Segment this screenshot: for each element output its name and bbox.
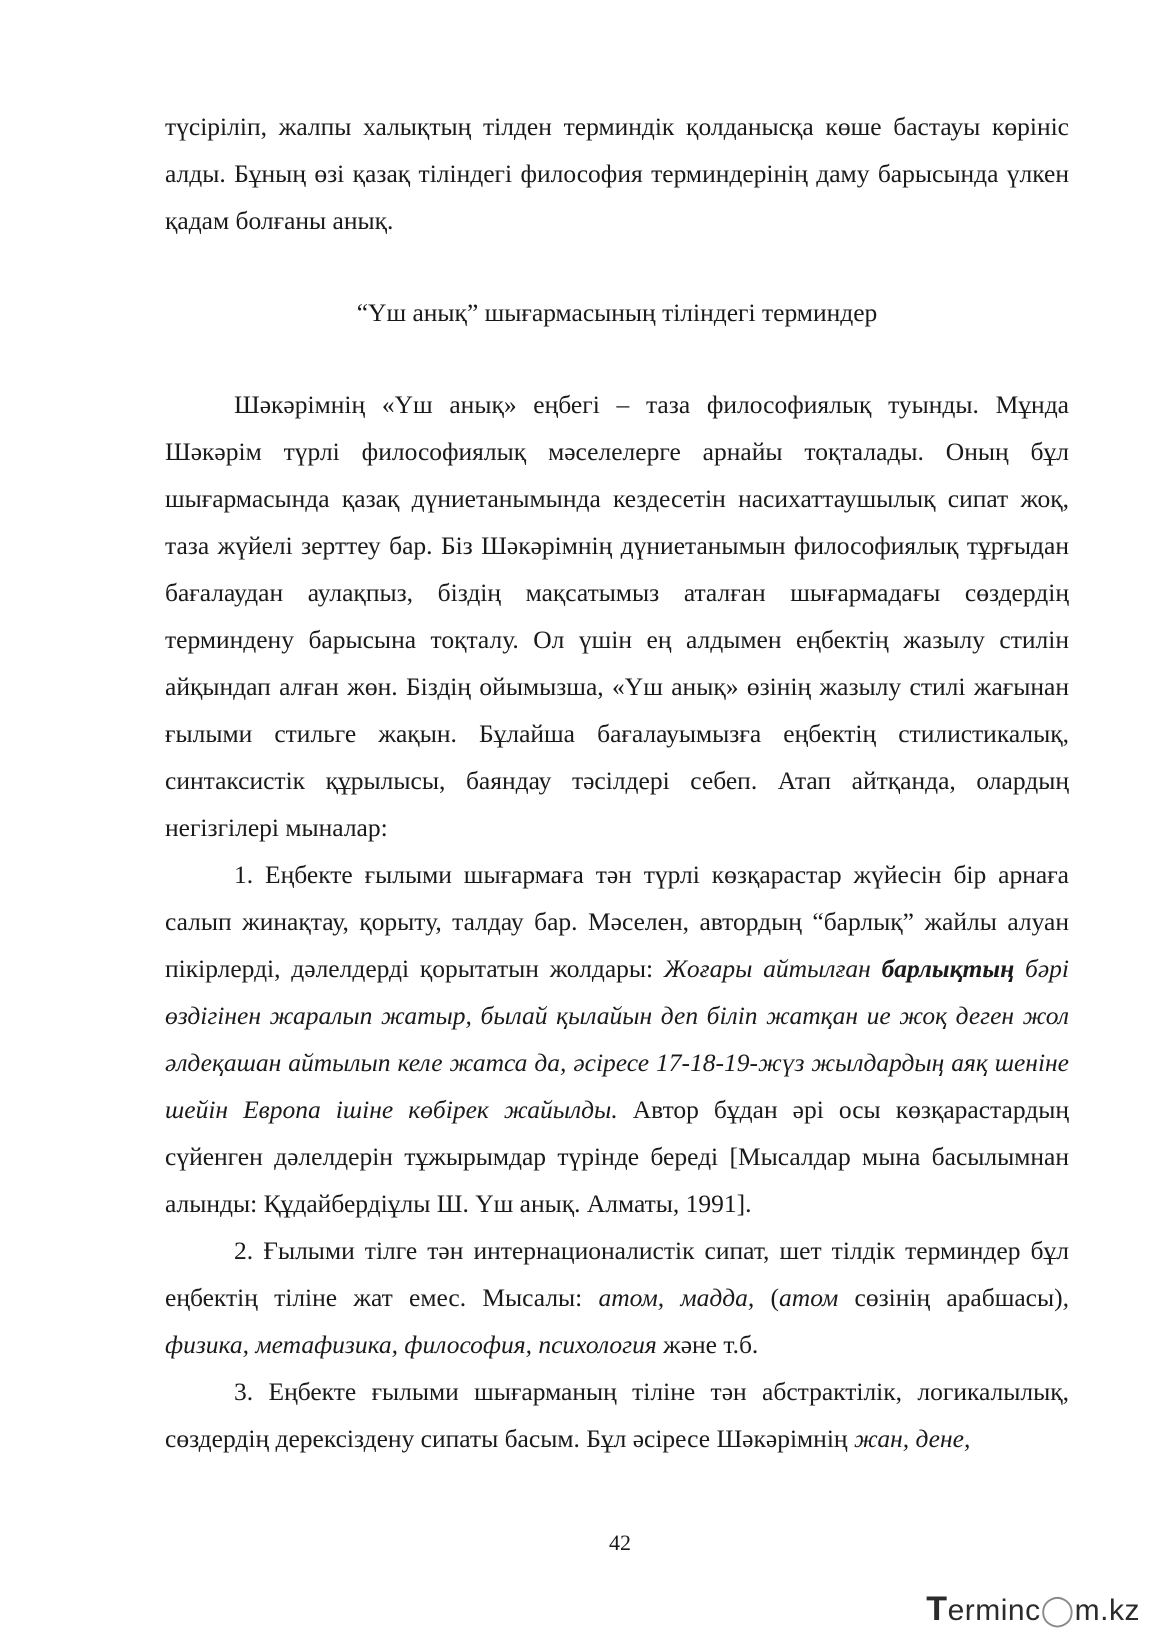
page-number: 42: [609, 1530, 631, 1555]
p3-text-g: және т.б.: [656, 1330, 759, 1359]
p2-quote-rest: бәрі өздігінен жаралып жатыр, былай қылайын деп біліп жатқан ие жоқ деген жол әлдеқашан айтылып келе жатса да, әсіресе 17-18-19-жүз жылдардың аяқ шеніне шейін Европа ішіне көбірек жайылды.: [165, 954, 1069, 1124]
watermark-letter-t: T: [926, 1590, 948, 1628]
paragraph-4: [165, 1368, 1069, 1462]
p4-text-a: 3. Еңбекте ғылыми шығарманың тіліне тән абстрактілік, логикалылық, сөздердің дерексіздену сипаты басым. Бұл әсіресе Шәкәрімнің: [165, 1377, 1069, 1453]
p3-paren: (: [770, 1283, 780, 1312]
watermark-circle-icon: ◯: [1040, 1594, 1075, 1627]
paragraph-1: Шәкәрімнің «Үш анық» еңбегі – таза философиялық туынды. Мұнда Шәкәрім түрлі философиялық мәселелерге арнайы тоқталады. Оның бұл шығармасында қазақ дүниетанымында кездесетін насихаттаушылық сипат жоқ, таза жүйелі зерттеу бар. Біз Шәкәрімнің дүниетанымын философиялық тұрғыдан бағалаудан аулақпыз, біздің мақсатымыз аталған шығармадағы сөздердің терминдену барысына тоқталу. Ол үшін ең алдымен еңбектің жазылу стилін айқындап алған жөн. Біздің ойымызша, «Үш анық» өзінің жазылу стилі жағынан ғылыми стильге жақын. Бұлайша бағалауымызға еңбектің стилистикалық, синтаксистік құрылысы, баяндау тәсілдері себеп. Атап айтқанда, олардың негізгілері мыналар:: [165, 390, 1069, 842]
p2-quote-start: Жоғары айтылған: [663, 954, 882, 983]
p3-text-e: сөзінің арабшасы): [838, 1283, 1063, 1312]
section-heading: “Үш анық” шығармасының тіліндегі терминдер: [356, 298, 878, 327]
p2-text-e: Автор бұдан әрі осы көзқарастардың сүйенген дәлелдерін тұжырымдар түрінде береді [Мысалдар мына басылымнан алынды: Құдайбердіұлы Ш. Үш анық. Алматы, 1991].: [165, 1095, 1069, 1218]
p3-text-a: 2. Ғылыми тілге тән интернационалистік сипат, шет тілдік терминдер бұл еңбектің тіліне жат емес. Мысалы:: [165, 1236, 1069, 1312]
p2-quote-bold-term: барлықтың: [881, 954, 1015, 983]
p3-terms-1: атом, мадда,: [598, 1283, 771, 1312]
intro-text: түсіріліп, жалпы халықтың тілден терминдік қолданысқа көше бастауы көрініс алды. Бұның өзі қазақ тіліндегі философия терминдерінің даму барысында үлкен қадам болғаны анық.: [165, 112, 1069, 235]
paragraph-3: [165, 1227, 1069, 1368]
watermark-middle: erminc: [947, 1594, 1041, 1627]
watermark-logo: [926, 1590, 1140, 1629]
intro-paragraph: [165, 103, 1069, 244]
p3-terms-2: , физика, метафизика, философия, психология: [165, 1283, 1069, 1359]
watermark-end: m.kz: [1074, 1594, 1140, 1627]
p3-term-atom: атом: [779, 1283, 839, 1312]
p4-terms: жан, дене,: [853, 1424, 971, 1453]
p2-text-a: 1. Еңбекте ғылыми шығармаға тән түрлі көзқарастар жүйесін бір арнаға салып жинақтау, қорыту, талдау бар. Мәселен, автордың “барлық” жайлы алуан пікірлерді, дәлелдерді қорытатын жолдары:: [165, 860, 1069, 983]
paragraph-2: [165, 851, 1069, 1227]
section-body: [165, 381, 1069, 1462]
